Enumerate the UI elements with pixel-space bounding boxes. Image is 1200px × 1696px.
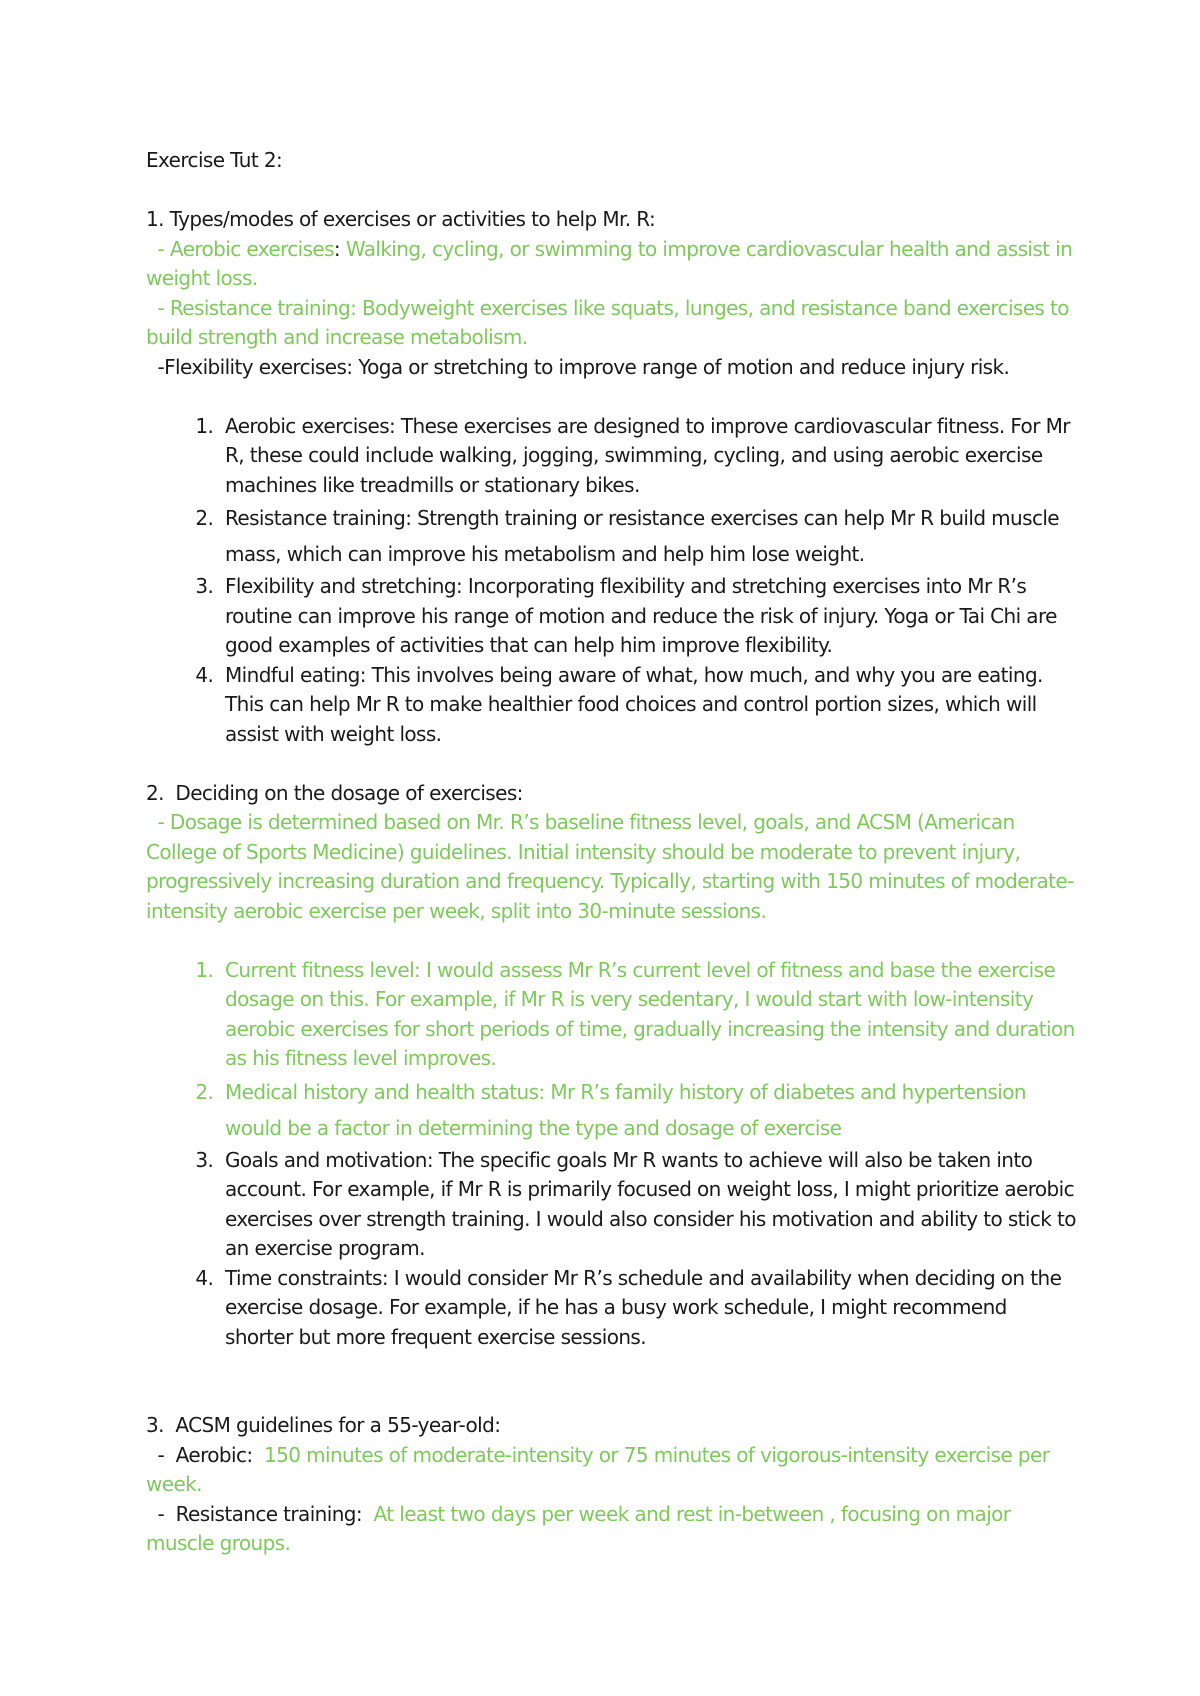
q1-bullet-aerobic-label: Aerobic exercises: [169, 236, 334, 261]
spacer: [146, 176, 1076, 206]
q2-list-item: 2. Medical history and health status: Mr R’s family history of diabetes and hypertension would be a factor in determining the type and dosage of exercise: [219, 1074, 1076, 1146]
q3-resistance-label: - Resistance training:: [146, 1501, 368, 1526]
q1-bullet-flexibility: -Flexibility exercises: Yoga or stretching to improve range of motion and reduce injury risk.: [146, 354, 1010, 379]
spacer: [146, 1382, 1076, 1412]
q1-list-item: 1. Aerobic exercises: These exercises are designed to improve cardiovascular fitness. For Mr R, these could include walking, jogging, swimming, cycling, and using aerobic exercise machines like treadmills or stationary bikes.: [219, 412, 1076, 501]
q1-list-item: 2. Resistance training: Strength training or resistance exercises can help Mr R build muscle mass, which can improve his metabolism and help him lose weight.: [219, 500, 1076, 572]
q1-bullet-aerobic: [146, 235, 1076, 294]
q1-list-item: 4. Mindful eating: This involves being aware of what, how much, and why you are eating. This can help Mr R to make healthier food choices and control portion sizes, which will assist with weight loss.: [219, 661, 1076, 750]
q1-bullet-aerobic-prefix: -: [146, 236, 170, 261]
q1-bullet-aerobic-text: Walking, cycling, or swimming to improve cardiovascular health and assist in weight loss.: [146, 236, 1078, 290]
q3-heading: 3. ACSM guidelines for a 55-year-old:: [146, 1413, 501, 1437]
q3-resistance-text: At least two days per week and rest in-between , focusing on major muscle groups.: [146, 1501, 1017, 1555]
q1-bullet-aerobic-colon: :: [333, 236, 341, 261]
q3-resistance: [146, 1500, 1076, 1559]
q3-aerobic: [146, 1441, 1076, 1500]
q2-heading: 2. Deciding on the dosage of exercises:: [146, 780, 523, 805]
q2-list-item: 4. Time constraints: I would consider Mr R’s schedule and availability when deciding on the exercise dosage. For example, if he has a busy work schedule, I might recommend shorter but more frequent exercise sessions.: [219, 1264, 1076, 1353]
q3-aerobic-label: - Aerobic:: [146, 1442, 259, 1467]
q2-list: [146, 956, 1076, 1353]
spacer: [146, 749, 1076, 779]
document-title: Exercise Tut 2:: [146, 148, 283, 172]
spacer: [146, 926, 1076, 956]
q1-bullet-resistance: - Resistance training: Bodyweight exercises like squats, lunges, and resistance band exercises to build strength and increase metabolism.: [146, 295, 1075, 349]
q1-list-item: 3. Flexibility and stretching: Incorporating flexibility and stretching exercises into Mr R’s routine can improve his range of motion and reduce the risk of injury. Yoga or Tai Chi are good examples of activities that can help him improve flexibility.: [219, 572, 1076, 661]
spacer: [146, 382, 1076, 412]
q1-list: [146, 412, 1076, 750]
q3-aerobic-text: 150 minutes of moderate-intensity or 75 minutes of vigorous-intensity exercise per week.: [146, 1442, 1056, 1496]
q1-heading: 1. Types/modes of exercises or activities to help Mr. R:: [146, 207, 656, 231]
q2-bullet: - Dosage is determined based on Mr. R’s baseline fitness level, goals, and ACSM (American College of Sports Medicine) guidelines. Initial intensity should be moderate to prevent injury, progressively increasing duration and frequency. Typically, starting with 150 minutes of moderate-intensity aerobic exercise per week, split into 30-minute sessions.: [146, 810, 1074, 923]
q2-list-item: 3. Goals and motivation: The specific goals Mr R wants to achieve will also be taken into account. For example, if Mr R is primarily focused on weight loss, I might prioritize aerobic exercises over strength training. I would also consider his motivation and ability to stick to an exercise program.: [219, 1146, 1076, 1264]
q2-list-item: 1. Current fitness level: I would assess Mr R’s current level of fitness and base the exercise dosage on this. For example, if Mr R is very sedentary, I would start with low-intensity aerobic exercises for short periods of time, gradually increasing the intensity and duration as his fitness level improves.: [219, 956, 1076, 1074]
document-page: [146, 146, 1076, 1559]
spacer: [146, 1352, 1076, 1382]
